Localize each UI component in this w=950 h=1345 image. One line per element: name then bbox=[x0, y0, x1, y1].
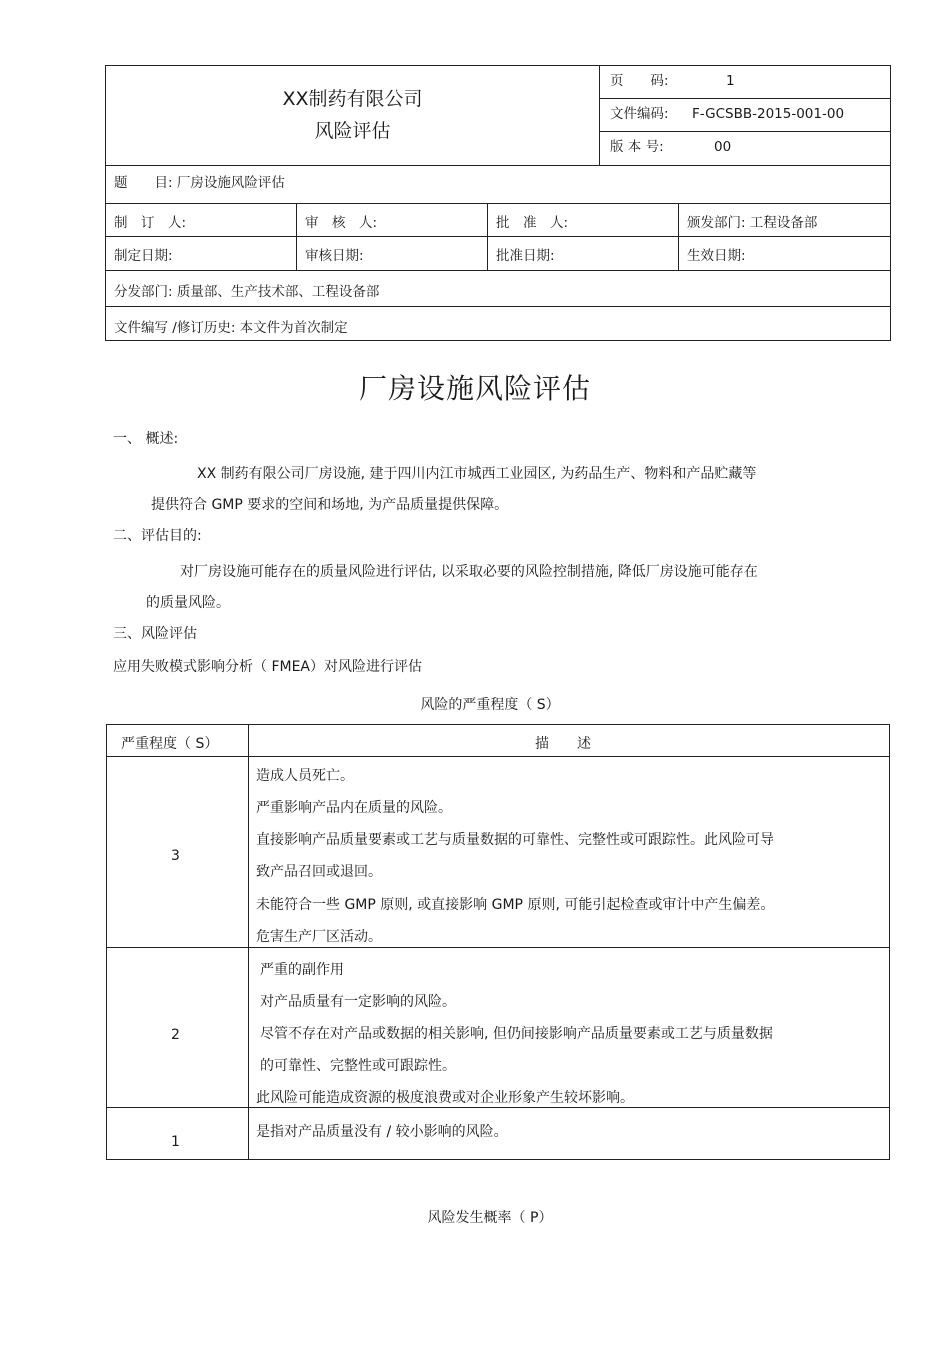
severity-description-line: 致产品召回或退回。 bbox=[256, 864, 382, 880]
section-3-heading: 三、风险评估 bbox=[113, 626, 197, 642]
drafter-field: 制 订 人: bbox=[114, 215, 187, 231]
issuer-field: 颁发部门: 工程设备部 bbox=[687, 215, 818, 231]
divider bbox=[106, 203, 890, 204]
draft-date-field: 制定日期: bbox=[114, 248, 173, 264]
severity-caption: 风险的严重程度（ S） bbox=[420, 697, 560, 713]
divider bbox=[106, 236, 890, 237]
severity-level: 1 bbox=[171, 1134, 180, 1150]
divider bbox=[678, 203, 679, 270]
severity-table bbox=[106, 724, 890, 1160]
effective-date-field: 生效日期: bbox=[687, 248, 746, 264]
section-1-heading: 一、 概述: bbox=[113, 431, 179, 447]
section-2-heading: 二、评估目的: bbox=[113, 528, 202, 544]
document-header-table bbox=[105, 65, 891, 341]
severity-description-line: 造成人员死亡。 bbox=[256, 768, 354, 784]
section-1-text: 提供符合 GMP 要求的空间和场地, 为产品质量提供保障。 bbox=[151, 497, 509, 513]
divider bbox=[248, 725, 249, 1159]
revision-history: 文件编写 /修订历史: 本文件为首次制定 bbox=[114, 320, 348, 336]
severity-description-line: 对产品质量有一定影响的风险。 bbox=[260, 994, 456, 1010]
table-header-severity: 严重程度（ S） bbox=[121, 736, 219, 752]
severity-description-line: 严重影响产品内在质量的风险。 bbox=[256, 800, 452, 816]
divider bbox=[107, 756, 889, 757]
section-3-text: 应用失败模式影响分析（ FMEA）对风险进行评估 bbox=[113, 659, 423, 675]
divider bbox=[296, 203, 297, 270]
review-date-field: 审核日期: bbox=[305, 248, 364, 264]
severity-description-line: 危害生产厂区活动。 bbox=[256, 929, 382, 945]
divider bbox=[106, 165, 890, 166]
divider bbox=[599, 98, 890, 99]
table-header-description: 描 述 bbox=[535, 736, 591, 752]
page-label: 页 码: bbox=[610, 73, 669, 89]
divider bbox=[487, 203, 488, 270]
version-value: 00 bbox=[714, 139, 732, 155]
document-kind: 风险评估 bbox=[314, 120, 391, 142]
divider bbox=[106, 306, 890, 307]
severity-description-line: 此风险可能造成资源的极度浪费或对企业形象产生较坏影响。 bbox=[256, 1090, 634, 1106]
divider bbox=[107, 1107, 889, 1108]
approver-field: 批 准 人: bbox=[496, 215, 569, 231]
version-label: 版 本 号: bbox=[610, 139, 664, 155]
severity-description-line: 严重的副作用 bbox=[260, 962, 344, 978]
subject: 题 目: 厂房设施风险评估 bbox=[114, 175, 285, 191]
severity-level: 2 bbox=[171, 1027, 180, 1043]
severity-description-line: 直接影响产品质量要素或工艺与质量数据的可靠性、完整性或可跟踪性。此风险可导 bbox=[256, 832, 774, 848]
divider bbox=[599, 66, 600, 165]
severity-description-line: 的可靠性、完整性或可跟踪性。 bbox=[260, 1058, 456, 1074]
section-1-text: XX 制药有限公司厂房设施, 建于四川内江市城西工业园区, 为药品生产、物料和产品贮藏等 bbox=[197, 466, 757, 482]
page-title: 厂房设施风险评估 bbox=[358, 372, 591, 405]
company-name: XX制药有限公司 bbox=[282, 88, 423, 110]
reviewer-field: 审 核 人: bbox=[305, 215, 378, 231]
severity-description-line: 是指对产品质量没有 / 较小影响的风险。 bbox=[256, 1124, 508, 1140]
severity-level: 3 bbox=[171, 848, 180, 864]
divider bbox=[107, 947, 889, 948]
severity-description-line: 未能符合一些 GMP 原则, 或直接影响 GMP 原则, 可能引起检查或审计中产生偏差。 bbox=[256, 897, 775, 913]
section-2-text: 对厂房设施可能存在的质量风险进行评估, 以采取必要的风险控制措施, 降低厂房设施可能存在 bbox=[180, 564, 758, 580]
severity-description-line: 尽管不存在对产品或数据的相关影响, 但仍间接影响产品质量要素或工艺与质量数据 bbox=[260, 1026, 773, 1042]
divider bbox=[106, 270, 890, 271]
code-label: 文件编码: bbox=[610, 106, 669, 122]
page-value: 1 bbox=[726, 73, 735, 89]
approve-date-field: 批准日期: bbox=[496, 248, 555, 264]
code-value: F-GCSBB-2015-001-00 bbox=[692, 106, 845, 122]
probability-caption: 风险发生概率（ P） bbox=[427, 1210, 553, 1226]
divider bbox=[599, 131, 890, 132]
distribution: 分发部门: 质量部、生产技术部、工程设备部 bbox=[114, 284, 380, 300]
section-2-text: 的质量风险。 bbox=[146, 595, 230, 611]
